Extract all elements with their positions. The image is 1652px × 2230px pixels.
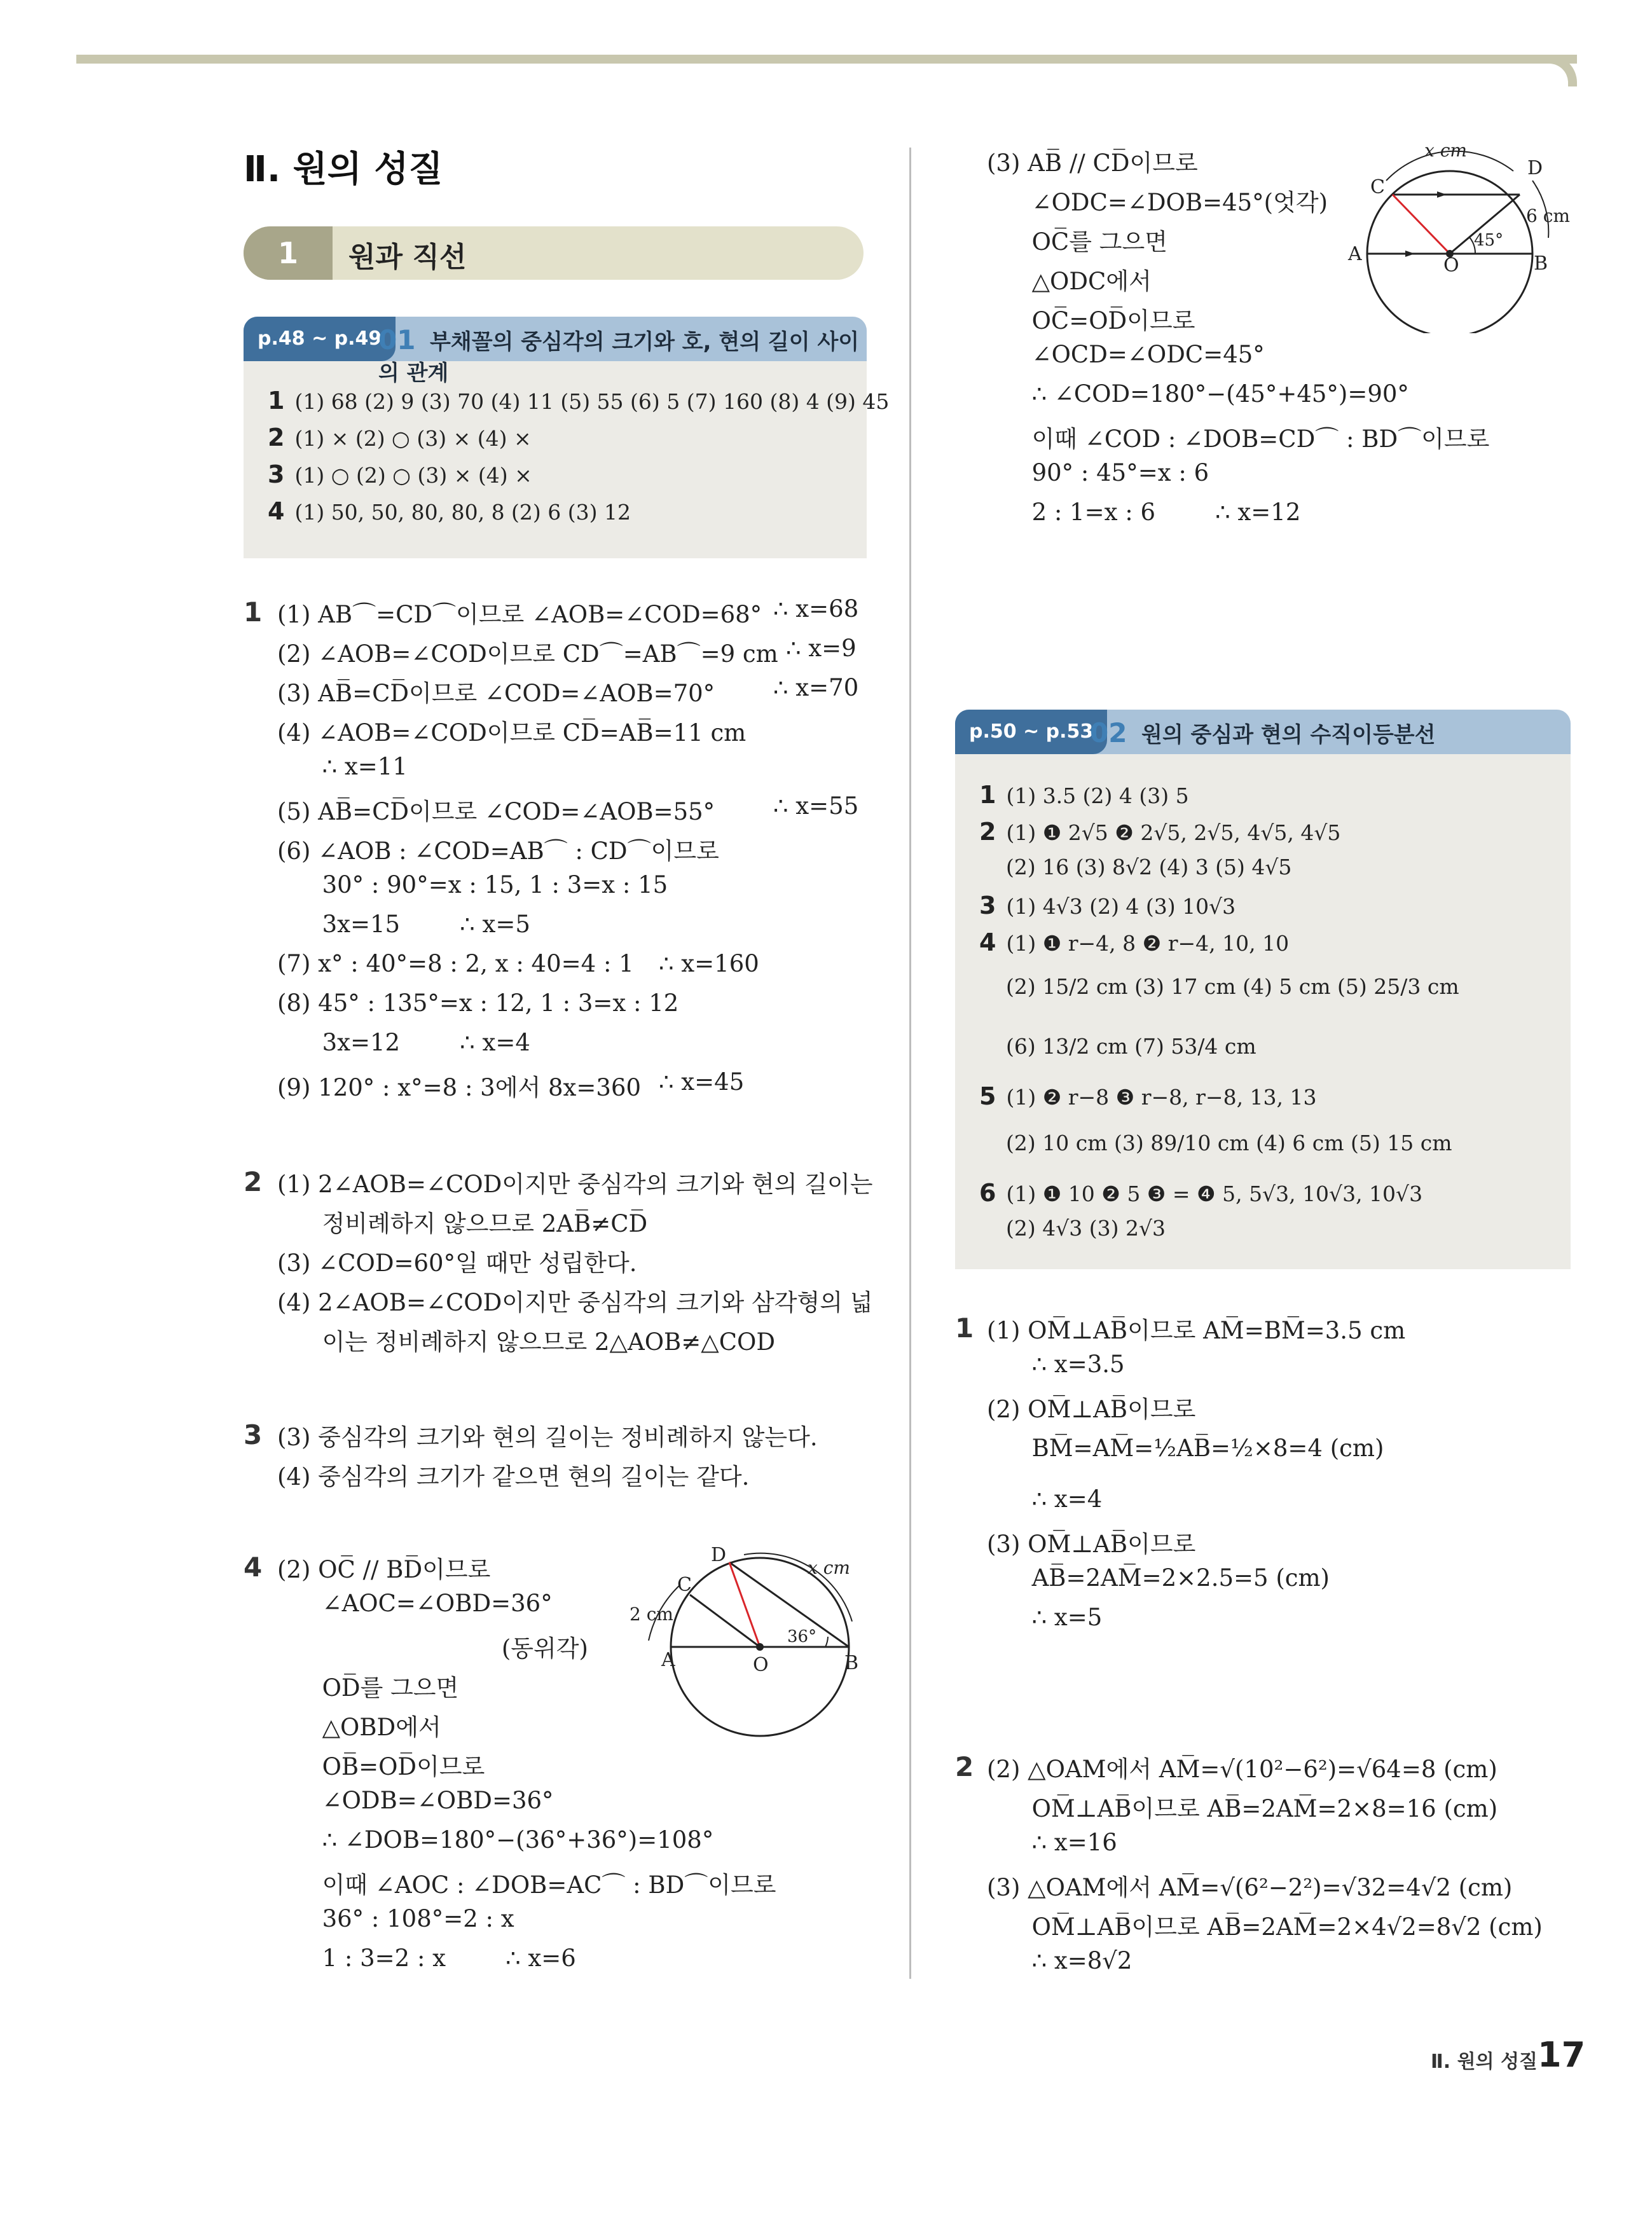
solution-r2 [987, 1750, 1543, 1986]
answer-line [979, 928, 1289, 956]
answer-line-text: (2) 4√3 (3) 2√3 [1006, 1216, 1166, 1241]
solution-line-result: ∴ x=55 [773, 792, 859, 820]
solution-line: OM̅⊥AB̅이므로 AB̅=2AM̅=2×8=16 (cm) [987, 1795, 1498, 1822]
solution-line [277, 871, 869, 911]
solution-line: ∠AOC=∠OBD=36° [277, 1590, 553, 1617]
point-a-label: A [661, 1649, 675, 1671]
angle-label: 36° [787, 1627, 817, 1646]
solution-line: (4) 2∠AOB=∠COD이지만 중심각의 크기와 삼각형의 넓 [277, 1289, 873, 1316]
answer-box-1-header [244, 317, 867, 386]
answer-line-text: (6) 13/2 cm (7) 53/4 cm [1006, 1034, 1256, 1059]
answer-line-num: 1 [268, 387, 285, 415]
answer-line-num: 5 [979, 1082, 996, 1110]
answer-line [268, 460, 532, 488]
solution-line-result: ∴ x=9 [786, 635, 857, 662]
solution-line: ∠ODB=∠OBD=36° [277, 1787, 554, 1814]
solution-r1 [987, 1311, 1405, 1643]
solution-line-result: ∴ x=160 [659, 950, 759, 977]
solution-line [277, 1029, 869, 1068]
solution-line: 이때 ∠COD : ∠DOB=CD⌒ : BD⌒이므로 [987, 425, 1490, 453]
solution-line [277, 635, 869, 674]
answer-line-text: (1) × (2) ○ (3) × (4) × [294, 426, 532, 451]
solution-line: ∴ ∠DOB=180°−(36°+36°)=108° [277, 1826, 714, 1854]
answer-box-1-pages: p.48 ~ p.49 [244, 317, 396, 361]
solution-line [277, 713, 869, 753]
point-d-label: D [711, 1545, 727, 1566]
point-c-label: C [1370, 176, 1385, 198]
solution-line-text: (7) x° : 40°=8 : 2, x : 40=4 : 1 [277, 950, 634, 977]
answer-line [979, 1179, 1422, 1207]
answer-line-text: (1) ❷ r−8 ❸ r−8, r−8, 13, 13 [1006, 1085, 1317, 1110]
point-b-label: B [1534, 252, 1548, 275]
solution-line [277, 792, 869, 832]
circle-figure-q4-3 [1342, 142, 1571, 333]
solution-1 [277, 595, 869, 1108]
solution-line: AB̅=2AM̅=2×2.5=5 (cm) [987, 1564, 1330, 1592]
solution-line: 이는 정비례하지 않으므로 2△AOB≠△COD [277, 1328, 776, 1356]
solution-line [277, 950, 869, 989]
solution-r1-number: 1 [955, 1312, 974, 1344]
answer-line-num: 3 [979, 891, 996, 919]
solution-line: OD̅를 그으면 [277, 1674, 459, 1702]
answer-box-2-title: 원의 중심과 현의 수직이등분선 [1141, 722, 1436, 748]
solution-2-number: 2 [244, 1166, 263, 1197]
solution-line-result: ∴ x=45 [659, 1068, 745, 1096]
section-bar [244, 226, 864, 280]
solution-line: 90° : 45°=x : 6 [987, 459, 1209, 486]
solution-line: (3) AB̅ // CD̅이므로 [987, 149, 1198, 177]
answer-line [979, 818, 1340, 846]
solution-line: (2) △OAM에서 AM̅=√(10²−6²)=√64=8 (cm) [987, 1756, 1497, 1783]
section-number: 1 [244, 226, 333, 280]
answer-line-text: (1) ❶ 10 ❷ 5 ❸ = ❹ 5, 5√3, 10√3, 10√3 [1006, 1181, 1423, 1206]
answer-line-num: 6 [979, 1179, 996, 1207]
solution-line: ∠ODC=∠DOB=45°(엇각) [987, 189, 1328, 216]
answer-line [979, 891, 1236, 919]
answer-line [979, 781, 1189, 809]
answer-line-text: (1) 3.5 (2) 4 (3) 5 [1006, 783, 1189, 808]
solution-line [277, 753, 869, 792]
solution-line [277, 832, 869, 871]
answer-line-text: (1) ❶ r−4, 8 ❷ r−4, 10, 10 [1006, 931, 1290, 956]
answer-line [1006, 1034, 1256, 1059]
point-c-label: C [677, 1574, 692, 1596]
solution-line: ∴ x=16 [987, 1829, 1117, 1856]
solution-line [277, 1068, 869, 1108]
solution-line: OM̅⊥AB̅이므로 AB̅=2AM̅=2×4√2=8√2 (cm) [987, 1913, 1543, 1941]
solution-line: 1 : 3=2 : x ∴ x=6 [277, 1944, 576, 1972]
angle-label: 45° [1474, 231, 1504, 250]
solution-line: ∴ x=8√2 [987, 1947, 1132, 1974]
footer-chapter-label: Ⅱ. 원의 성질 [1431, 2051, 1538, 2073]
page-number: 17 [1538, 2035, 1586, 2075]
solution-3-number: 3 [244, 1419, 263, 1450]
answer-line [1006, 855, 1291, 879]
answer-line-num: 4 [979, 928, 996, 956]
solution-line: ∴ x=5 [987, 1604, 1103, 1631]
solution-line-text: (9) 120° : x°=8 : 3에서 8x=360 [277, 1074, 641, 1101]
x-length-label: x cm [1424, 142, 1467, 161]
answer-line-num: 4 [268, 497, 285, 525]
point-d-label: D [1527, 157, 1543, 179]
solution-2 [277, 1165, 872, 1362]
answer-line-text: (1) ❶ 2√5 ❷ 2√5, 2√5, 4√5, 4√5 [1006, 820, 1341, 845]
solution-line: ∴ x=3.5 [987, 1351, 1125, 1378]
x-length-label: x cm [808, 1557, 850, 1578]
answer-line [268, 497, 631, 525]
solution-line: △ODC에서 [987, 268, 1152, 295]
solution-line-text: (2) ∠AOB=∠COD이므로 CD⌒=AB⌒=9 cm [277, 640, 778, 668]
solution-line-text: (8) 45° : 135°=x : 12, 1 : 3=x : 12 [277, 989, 679, 1017]
solution-line: (1) 2∠AOB=∠COD이지만 중심각의 크기와 현의 길이는 [277, 1171, 873, 1198]
solution-line: OC̅=OD̅이므로 [987, 307, 1195, 334]
answer-line [979, 1082, 1317, 1110]
solution-line: ∴ x=4 [987, 1485, 1103, 1513]
solution-line: (3) △OAM에서 AM̅=√(6²−2²)=√32=4√2 (cm) [987, 1874, 1513, 1901]
solution-line [277, 989, 869, 1029]
answer-line [268, 387, 889, 415]
answer-line-text: (1) ○ (2) ○ (3) × (4) × [294, 463, 532, 488]
solution-line: ∠OCD=∠ODC=45° [987, 341, 1265, 368]
solution-line-result: ∴ x=68 [773, 595, 859, 623]
length-label: 6 cm [1526, 205, 1570, 226]
solution-line: BM̅=AM̅=½AB̅=½×8=4 (cm) [987, 1435, 1384, 1462]
answer-box-2-pages: p.50 ~ p.53 [955, 710, 1107, 754]
solution-3 [277, 1418, 818, 1497]
solution-line: 36° : 108°=2 : x [277, 1905, 514, 1932]
answer-box-2 [955, 710, 1571, 1269]
solution-r2-number: 2 [955, 1751, 974, 1782]
solution-line-text: (5) AB̅=CD̅이므로 ∠COD=∠AOB=55° [277, 798, 715, 825]
point-o-label: O [753, 1654, 769, 1676]
solution-line-text: (4) ∠AOB=∠COD이므로 CD̅=AB̅=11 cm [277, 719, 747, 747]
solution-line-text: (6) ∠AOB : ∠COD=AB⌒ : CD⌒이므로 [277, 837, 719, 865]
answer-box-1-title-wrap [378, 324, 867, 387]
answer-box-2-num: 02 [1090, 717, 1127, 748]
answer-line-text: (2) 10 cm (3) 89/10 cm (4) 6 cm (5) 15 cm [1006, 1131, 1452, 1155]
solution-line: (동위각) [277, 1635, 588, 1662]
answer-box-2-header [955, 710, 1571, 754]
solution-line-text: (3) AB̅=CD̅이므로 ∠COD=∠AOB=70° [277, 680, 715, 707]
solution-line [277, 911, 869, 950]
solution-line-text: 30° : 90°=x : 15, 1 : 3=x : 15 [277, 871, 668, 898]
solution-line: ∴ ∠COD=180°−(45°+45°)=90° [987, 380, 1409, 408]
answer-box-1 [244, 317, 890, 558]
answer-line-text: (1) 4√3 (2) 4 (3) 10√3 [1006, 894, 1236, 919]
solution-line: 이때 ∠AOC : ∠DOB=AC⌒ : BD⌒이므로 [277, 1871, 776, 1899]
circle-figure-q4-2 [623, 1545, 865, 1749]
length-label: 2 cm [630, 1604, 673, 1625]
chapter-title: Ⅱ. 원의 성질 [244, 149, 443, 190]
solution-line: OC̅를 그으면 [987, 228, 1167, 256]
solution-line: OB̅=OD̅이므로 [277, 1753, 485, 1780]
answer-line [1006, 1216, 1166, 1241]
solution-line [277, 595, 869, 635]
point-o-label: O [1443, 254, 1459, 277]
solution-line: (1) OM̅⊥AB̅이므로 AM̅=BM̅=3.5 cm [987, 1317, 1406, 1344]
answer-box-1-title: 부채꼴의 중심각의 크기와 호, 현의 길이 사이의 관계 [378, 329, 860, 386]
solution-line-text: (1) AB⌒=CD⌒이므로 ∠AOB=∠COD=68° [277, 601, 762, 628]
answer-line-text: (1) 50, 50, 80, 80, 8 (2) 6 (3) 12 [294, 500, 631, 525]
answer-line-num: 2 [979, 818, 996, 846]
answer-line [1006, 974, 1459, 999]
top-rule [76, 55, 1577, 64]
solution-line-text: 3x=12 ∴ x=4 [277, 1029, 530, 1056]
solution-line-text: ∴ x=11 [277, 753, 408, 780]
solution-line: (2) OM̅⊥AB̅이므로 [987, 1396, 1196, 1423]
answer-line-num: 1 [979, 781, 996, 809]
point-b-label: B [844, 1652, 859, 1674]
answer-line [1006, 1131, 1452, 1155]
answer-line [268, 423, 532, 451]
solution-line-result: ∴ x=70 [773, 674, 859, 701]
solution-line-text: 3x=15 ∴ x=5 [277, 911, 530, 938]
solution-line: (2) OC̅ // BD̅이므로 [277, 1556, 491, 1583]
solution-line: (3) ∠COD=60°일 때만 성립한다. [277, 1249, 637, 1277]
solution-line: (3) 중심각의 크기와 현의 길이는 정비례하지 않는다. [277, 1424, 818, 1451]
solution-1-number: 1 [244, 596, 263, 628]
answer-line-num: 3 [268, 460, 285, 488]
solution-line [277, 674, 869, 713]
solution-4-number: 4 [244, 1552, 263, 1583]
answer-line-num: 2 [268, 423, 285, 451]
answer-box-2-title-wrap [1090, 717, 1435, 748]
solution-line: (4) 중심각의 크기가 같으면 현의 길이는 같다. [277, 1463, 750, 1490]
solution-line: (3) OM̅⊥AB̅이므로 [987, 1531, 1196, 1558]
section-title: 원과 직선 [348, 241, 467, 273]
answer-line-text: (2) 15/2 cm (3) 17 cm (4) 5 cm (5) 25/3 cm [1006, 974, 1459, 999]
column-divider [909, 148, 911, 1979]
answer-box-1-num: 01 [378, 324, 416, 355]
solution-line: 정비례하지 않으므로 2AB̅≠CD̅ [277, 1210, 648, 1237]
point-a-label: A [1348, 243, 1362, 265]
solution-line: 2 : 1=x : 6 ∴ x=12 [987, 499, 1301, 526]
answer-line-text: (2) 16 (3) 8√2 (4) 3 (5) 4√5 [1006, 855, 1292, 879]
solution-line: △OBD에서 [277, 1714, 441, 1741]
answer-line-text: (1) 68 (2) 9 (3) 70 (4) 11 (5) 55 (6) 5 (7) 160 (8) 4 (9) 45 [294, 389, 890, 414]
